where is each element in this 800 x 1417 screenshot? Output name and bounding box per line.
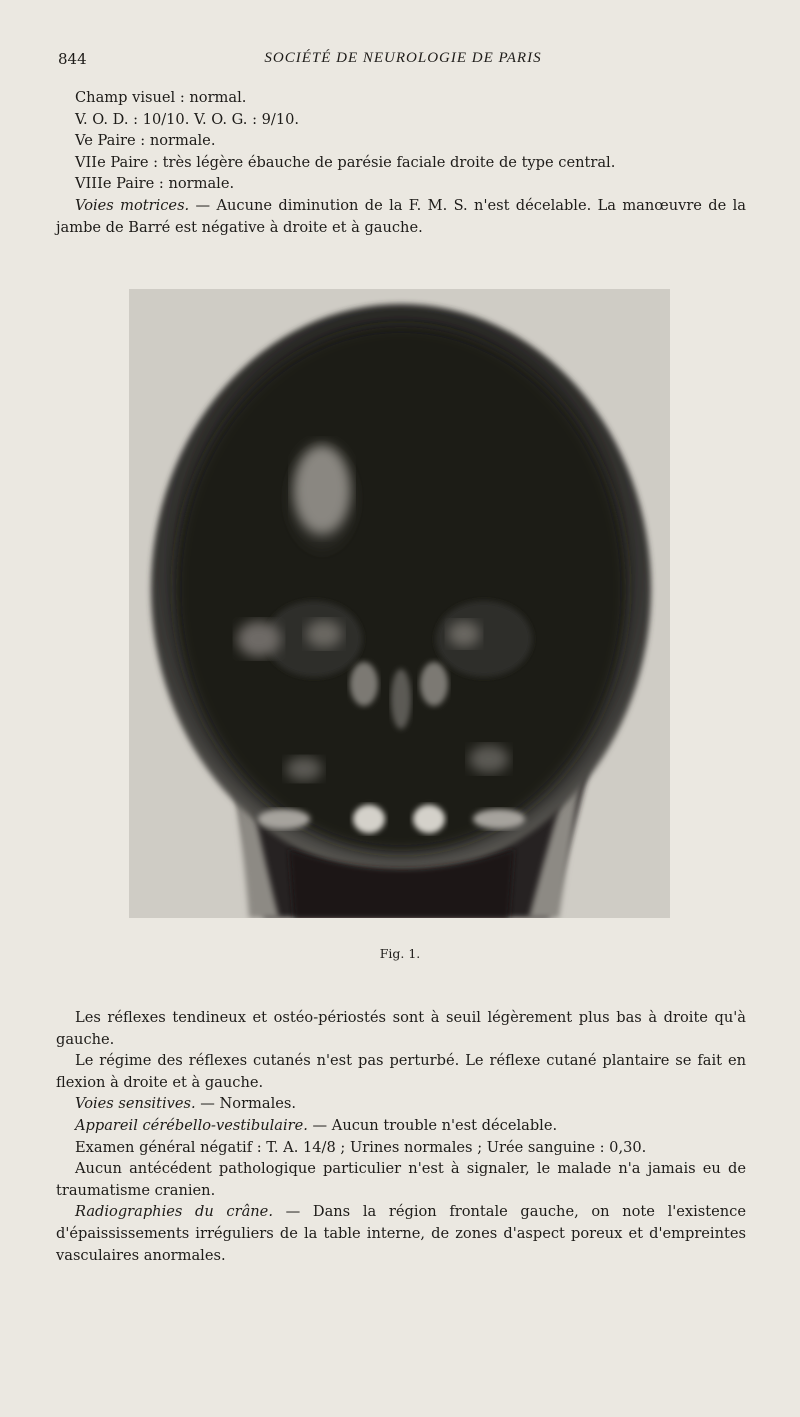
appareil-text: — Aucun trouble n'est décelable. — [307, 1116, 558, 1134]
bottom-text-block — [56, 1007, 746, 1266]
voies-motrices-text: — Aucune diminution de la F. M. S. n'est décelable. La manœuvre de la jambe de Barré est négative à droite et à gauche. — [56, 196, 746, 236]
running-title: SOCIÉTÉ DE NEUROLOGIE DE PARIS — [264, 50, 542, 66]
examen-general-paragraph: Examen général négatif : T. A. 14/8 ; Urines normales ; Urée sanguine : 0,30. — [75, 1138, 647, 1156]
appareil-label: Appareil cérébello-vestibulaire. — [75, 1116, 308, 1134]
page-number: 844 — [58, 50, 87, 68]
radiographies-label: Radiographies du crâne. — [75, 1203, 273, 1221]
huitieme-paire-line: VIIIe Paire : normale. — [75, 175, 235, 193]
radiographies-paragraph — [56, 1201, 746, 1266]
page-header — [58, 50, 748, 72]
skull-radiograph-image — [129, 289, 670, 918]
top-text-block — [56, 87, 746, 238]
septieme-paire-line: VIIe Paire : très légère ébauche de parésie faciale droite de type central. — [75, 153, 616, 171]
skull-radiograph-figure — [129, 289, 670, 918]
reflexes-cutanes-paragraph: Le régime des réflexes cutanés n'est pas perturbé. Le réflexe cutané plantaire se fait en flexion à droite et à gauche. — [56, 1052, 746, 1091]
reflexes-tendineux-paragraph: Les réflexes tendineux et ostéo-périostés sont à seuil légèrement plus bas à droite qu'à gauche. — [56, 1009, 746, 1048]
acuite-visuelle-line: V. O. D. : 10/10. V. O. G. : 9/10. — [75, 110, 300, 128]
antecedent-paragraph: Aucun antécédent pathologique particulier n'est à signaler, le malade n'a jamais eu de traumatisme cranien. — [56, 1160, 746, 1199]
appareil-paragraph — [56, 1115, 746, 1137]
voies-motrices-paragraph — [56, 195, 746, 238]
voies-sensitives-paragraph — [56, 1093, 746, 1115]
figure-caption: Fig. 1. — [379, 946, 421, 961]
champ-visuel-line: Champ visuel : normal. — [75, 89, 247, 106]
radiographies-text: — Dans la région frontale gauche, on note l'existence d'épaississements irréguliers de la table interne, de zones d'aspect poreux et d'empreintes vasculaires anormales. — [56, 1203, 746, 1264]
cinquieme-paire-line: Ve Paire : normale. — [75, 132, 216, 150]
voies-sensitives-label: Voies sensitives. — [75, 1095, 196, 1113]
voies-sensitives-text: — Normales. — [195, 1095, 297, 1113]
voies-motrices-label: Voies motrices. — [75, 196, 190, 214]
